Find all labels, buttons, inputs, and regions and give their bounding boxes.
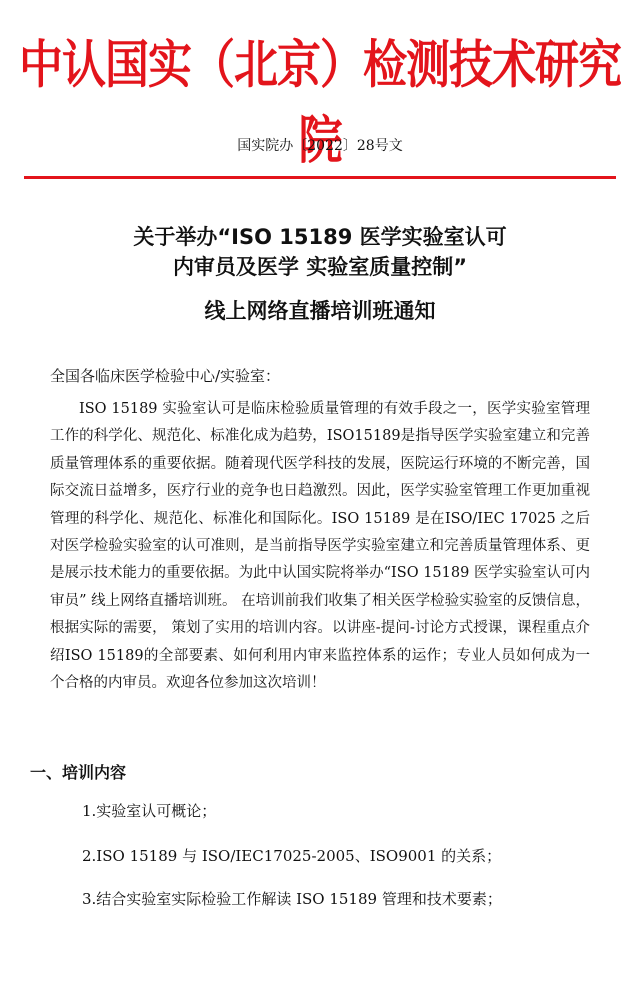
organization-title: 中认国实（北京）检测技术研究院 <box>19 35 621 171</box>
content-item-3: 3.结合实验室实际检验工作解读 ISO 15189 管理和技术要素； <box>82 890 502 908</box>
red-divider <box>24 176 616 179</box>
content-item-1: 1.实验室认可概论； <box>82 802 217 820</box>
notice-title-line-3: 线上网络直播培训班通知 <box>204 299 436 323</box>
content-item-2: 2.ISO 15189 与 ISO/IEC17025-2005、ISO9001 的关系； <box>82 847 502 865</box>
addressee: 全国各临床医学检验中心/实验室： <box>50 367 281 385</box>
document-number: 国实院办〔2022〕28号文 <box>237 138 403 154</box>
section-heading-training-content: 一、培训内容 <box>30 763 127 782</box>
notice-title-line-1: 关于举办“ISO 15189 医学实验室认可 <box>133 225 507 249</box>
notice-title-line-2: 内审员及医学 实验室质量控制” <box>172 255 468 279</box>
body-paragraph: ISO 15189 实验室认可是临床检验质量管理的有效手段之一，医学实验室管理工作的科学化、规范化、标准化成为趋势，ISO15189是指导医学实验室建立和完善质量管理体系的重要依据。随着现代医学科技的发展，医院运行环境的不断完善，国际交流日益增多，医疗行业的竞争也日趋激烈。因此，医学实验室管理工作更加重视管理的科学化、规范化、标准化和国际化。ISO 15189 是在ISO/IEC 17025 之后对医学检验实验室的认可准则，是当前指导医学实验室建立和完善质量管理体系、更是展示技术能力的重要依据。为此中认国实院将举办“ISO 15189 医学实验室认可内审员” 线上网络直播培训班。 在培训前我们收集了相关医学检验实验室的反馈信息，根据实际的需要， 策划了实用的培训内容。以讲座-提问-讨论方式授课，课程重点介绍ISO 15189的全部要素、如何利用内审来监控体系的运作；专业人员如何成为一个合格的内审员。欢迎各位参加这次培训！ <box>50 401 590 692</box>
